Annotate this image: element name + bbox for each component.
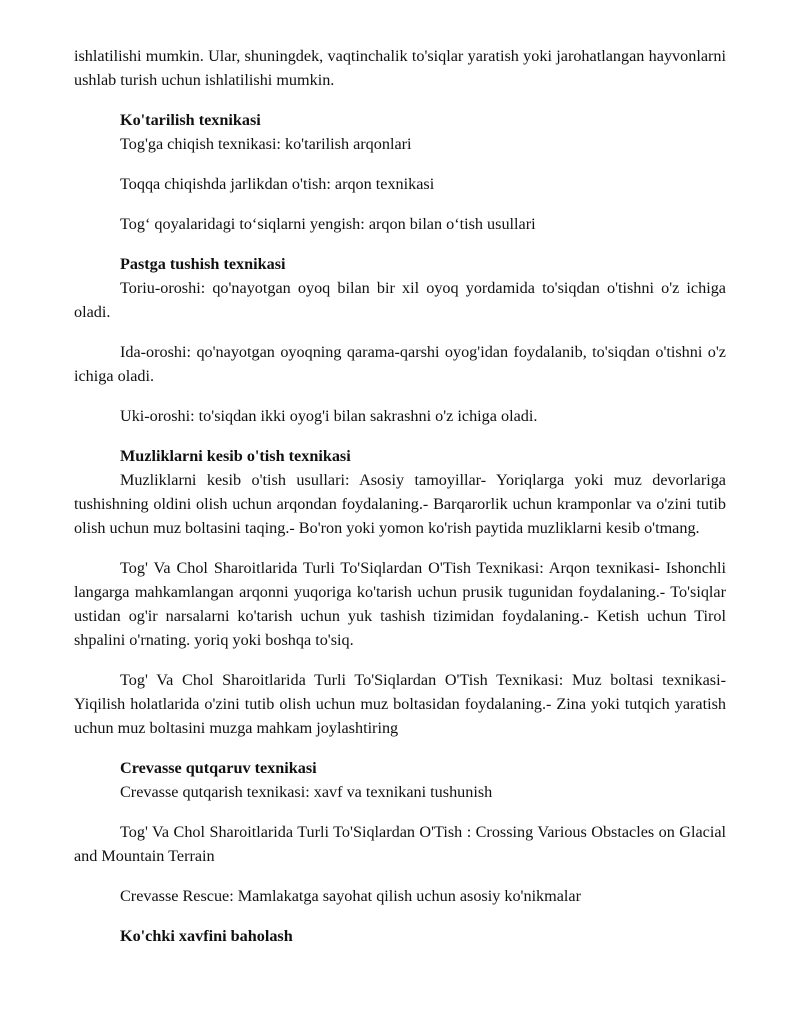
- section-heading-descent: Pastga tushish texnikasi: [120, 255, 286, 273]
- intro-paragraph: ishlatilishi mumkin. Ular, shuningdek, vaqtinchalik to'siqlar yaratish yoki jarohatlangan hayvonlarni ushlab turish uchun ishlatilishi mumkin.: [74, 47, 726, 89]
- paragraph: Crevasse qutqarish texnikasi: xavf va texnikani tushunish: [120, 783, 493, 801]
- paragraph: Tog' Va Chol Sharoitlarida Turli To'Siqlardan O'Tish Texnikasi: Arqon texnikasi- Ishonchli langarga mahkamlangan arqonni yuqoriga ko'tarish uchun prusik tugunidan foydalaning.- To'siqlar ustidan og'ir narsalarni ko'tarish uchun yuk tashish tizimidan foydalaning.- Ketish uchun Tirol shpalini o'rnating. yoriq yoki boshqa to'siq.: [74, 559, 726, 649]
- paragraph: Uki-oroshi: to'siqdan ikki oyog'i bilan sakrashni o'z ichiga oladi.: [120, 407, 538, 425]
- paragraph: Tog' Va Chol Sharoitlarida Turli To'Siqlardan O'Tish : Crossing Various Obstacles on Glacial and Mountain Terrain: [74, 823, 726, 865]
- paragraph: Muzliklarni kesib o'tish usullari: Asosiy tamoyillar- Yoriqlarga yoki muz devorlariga tushishning oldini olish uchun arqondan foydalaning.- Barqarorlik uchun kramponlar va o'zini tutib olish uchun muz boltasini taqing.- Bo'ron yoki yomon ko'rish paytida muzliklarni kesib o'tmang.: [74, 471, 726, 537]
- paragraph: Crevasse Rescue: Mamlakatga sayohat qilish uchun asosiy ko'nikmalar: [120, 887, 582, 905]
- section-heading-ascent: Ko'tarilish texnikasi: [120, 111, 261, 129]
- document-page: [74, 44, 726, 948]
- paragraph: Tog' Va Chol Sharoitlarida Turli To'Siqlardan O'Tish Texnikasi: Muz boltasi texnikasi- Yiqilish holatlarida o'zini tutib olish uchun muz boltasidan foydalaning.- Zina yoki tutqich yaratish uchun muz boltasini muzga mahkam joylashtiring: [74, 671, 726, 737]
- section-heading-avalanche: Ko'chki xavfini baholash: [120, 927, 293, 945]
- paragraph: Toqqa chiqishda jarlikdan o'tish: arqon texnikasi: [120, 175, 435, 193]
- section-heading-glacier: Muzliklarni kesib o'tish texnikasi: [120, 447, 351, 465]
- paragraph: Tog‘ qoyalaridagi to‘siqlarni yengish: arqon bilan o‘tish usullari: [120, 215, 536, 233]
- paragraph: Toriu-oroshi: qo'nayotgan oyoq bilan bir xil oyoq yordamida to'siqdan o'tishni o'z ichiga oladi.: [74, 279, 726, 321]
- paragraph: Ida-oroshi: qo'nayotgan oyoqning qarama-qarshi oyog'idan foydalanib, to'siqdan o'tishni o'z ichiga oladi.: [74, 343, 726, 385]
- section-heading-crevasse: Crevasse qutqaruv texnikasi: [120, 759, 317, 777]
- paragraph: Tog'ga chiqish texnikasi: ko'tarilish arqonlari: [120, 135, 412, 153]
